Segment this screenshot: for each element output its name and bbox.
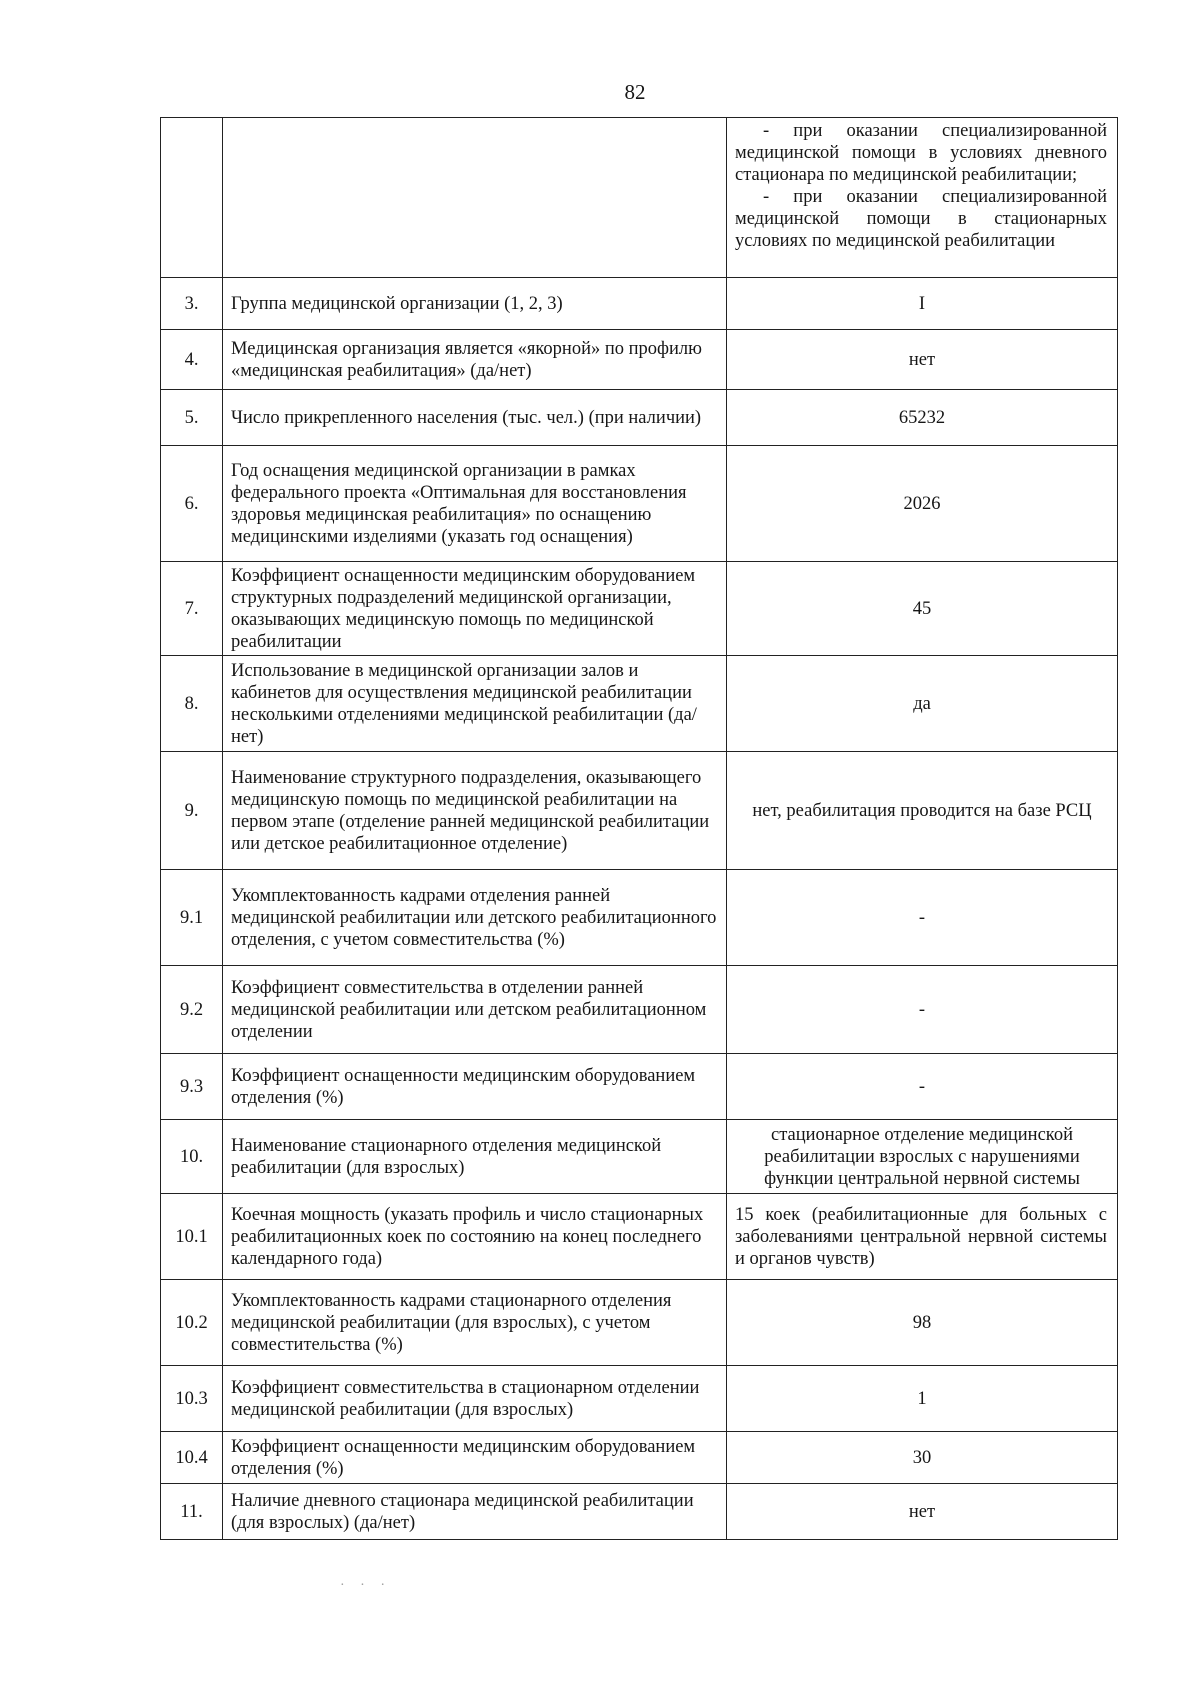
- parameter-text: Группа медицинской организации (1, 2, 3): [223, 278, 727, 330]
- row-number: 6.: [161, 446, 223, 562]
- table-row: [161, 118, 1118, 278]
- table-row: [161, 752, 1118, 870]
- row-number: 11.: [161, 1484, 223, 1540]
- table-row: [161, 390, 1118, 446]
- row-number: 10.2: [161, 1280, 223, 1366]
- table-row: [161, 1280, 1118, 1366]
- value-text: нет, реабилитация проводится на базе РСЦ: [727, 752, 1118, 870]
- parameter-text: Наличие дневного стационара медицинской реабилитации (для взрослых) (да/нет): [223, 1484, 727, 1540]
- value-line: - при оказании специализированной медицинской помощи в стационарных условиях по медицинской реабилитации: [735, 187, 1107, 251]
- table-row: [161, 1054, 1118, 1120]
- row-number: 7.: [161, 562, 223, 656]
- row-number: 9.3: [161, 1054, 223, 1120]
- table-row: [161, 330, 1118, 390]
- table-row: [161, 1120, 1118, 1194]
- row-number: 4.: [161, 330, 223, 390]
- parameter-text: Коэффициент совместительства в отделении ранней медицинской реабилитации или детском реабилитационном отделении: [223, 966, 727, 1054]
- value-text: да: [727, 656, 1118, 752]
- parameter-text: Коэффициент оснащенности медицинским оборудованием отделения (%): [223, 1054, 727, 1120]
- row-number: 5.: [161, 390, 223, 446]
- value-text: 2026: [727, 446, 1118, 562]
- table-row: [161, 278, 1118, 330]
- table-row: [161, 656, 1118, 752]
- row-number: 9.1: [161, 870, 223, 966]
- parameter-text: Число прикрепленного населения (тыс. чел.) (при наличии): [223, 390, 727, 446]
- value-text: 65232: [727, 390, 1118, 446]
- value-text: нет: [727, 330, 1118, 390]
- table-row: [161, 1194, 1118, 1280]
- table-row: [161, 870, 1118, 966]
- parameter-text: Коэффициент оснащенности медицинским оборудованием структурных подразделений медицинской организации, оказывающих медицинскую помощь по медицинской реабилитации: [223, 562, 727, 656]
- table-row: [161, 1484, 1118, 1540]
- parameter-cell: [223, 118, 727, 278]
- page-number: 82: [624, 80, 646, 104]
- row-number: 10.1: [161, 1194, 223, 1280]
- row-number: 10.3: [161, 1366, 223, 1432]
- parameter-text: Год оснащения медицинской организации в рамках федерального проекта «Оптимальная для восстановления здоровья медицинская реабилитация» по оснащению медицинскими изделиями (указать год оснащения): [223, 446, 727, 562]
- row-number: 8.: [161, 656, 223, 752]
- value-text: -: [727, 966, 1118, 1054]
- scan-speckles: · · ·: [340, 1578, 391, 1593]
- row-number: 9.2: [161, 966, 223, 1054]
- value-cell: [727, 118, 1118, 278]
- parameter-text: Укомплектованность кадрами отделения ранней медицинской реабилитации или детского реабилитационного отделения, с учетом совместительства (%): [223, 870, 727, 966]
- parameter-text: Использование в медицинской организации залов и кабинетов для осуществления медицинской реабилитации несколькими отделениями медицинской реабилитации (да/нет): [223, 656, 727, 752]
- value-text: 30: [727, 1432, 1118, 1484]
- parameter-text: Наименование стационарного отделения медицинской реабилитации (для взрослых): [223, 1120, 727, 1194]
- table-row: [161, 562, 1118, 656]
- row-number: 10.4: [161, 1432, 223, 1484]
- row-number-cell: [161, 118, 223, 278]
- parameter-text: Медицинская организация является «якорной» по профилю «медицинская реабилитация» (да/нет): [223, 330, 727, 390]
- table-row: [161, 446, 1118, 562]
- value-text: 98: [727, 1280, 1118, 1366]
- value-text: стационарное отделение медицинской реабилитации взрослых с нарушениями функции центральной нервной системы: [727, 1120, 1118, 1194]
- value-text: -: [727, 1054, 1118, 1120]
- row-number: 3.: [161, 278, 223, 330]
- parameter-text: Наименование структурного подразделения, оказывающего медицинскую помощь по медицинской реабилитации на первом этапе (отделение ранней медицинской реабилитации или детское реабилитационное отделение): [223, 752, 727, 870]
- parameter-text: Коэффициент совместительства в стационарном отделении медицинской реабилитации (для взрослых): [223, 1366, 727, 1432]
- value-text: нет: [727, 1484, 1118, 1540]
- parameter-text: Коэффициент оснащенности медицинским оборудованием отделения (%): [223, 1432, 727, 1484]
- rehabilitation-table: [160, 117, 1118, 1540]
- row-number: 10.: [161, 1120, 223, 1194]
- table-row: [161, 966, 1118, 1054]
- table-row: [161, 1366, 1118, 1432]
- value-text: I: [727, 278, 1118, 330]
- value-line: - при оказании специализированной медицинской помощи в условиях дневного стационара по медицинской реабилитации;: [735, 121, 1107, 185]
- table-row: [161, 1432, 1118, 1484]
- parameter-text: Укомплектованность кадрами стационарного отделения медицинской реабилитации (для взрослых), с учетом совместительства (%): [223, 1280, 727, 1366]
- value-text: 15 коек (реабилитационные для больных с заболеваниями центральной нервной системы и органов чувств): [727, 1194, 1118, 1280]
- value-text: 45: [727, 562, 1118, 656]
- row-number: 9.: [161, 752, 223, 870]
- value-text: 1: [727, 1366, 1118, 1432]
- parameter-text: Коечная мощность (указать профиль и число стационарных реабилитационных коек по состоянию на конец последнего календарного года): [223, 1194, 727, 1280]
- value-text: -: [727, 870, 1118, 966]
